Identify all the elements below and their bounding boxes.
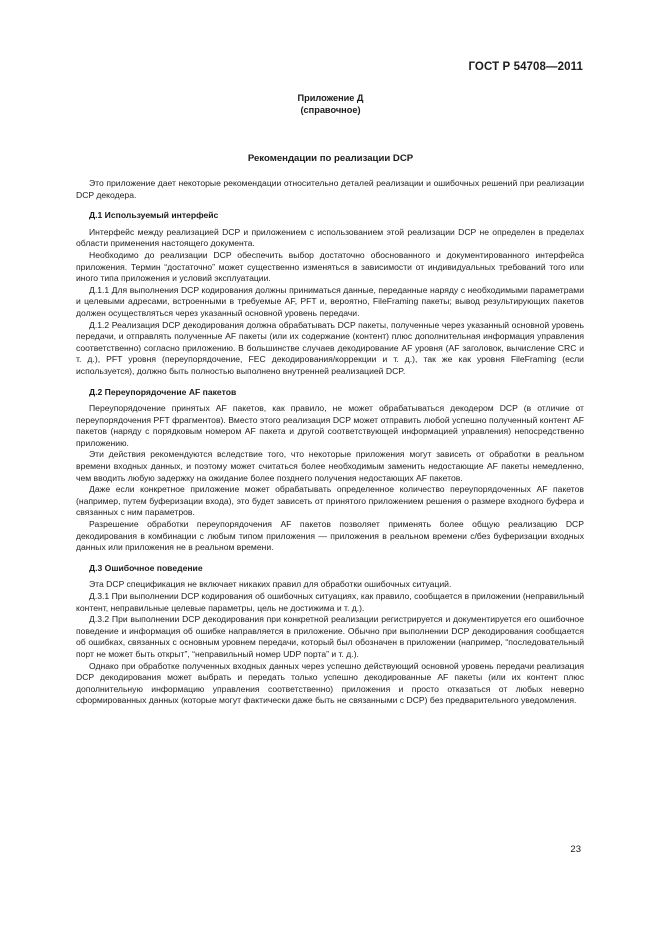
- paragraph: Интерфейс между реализацией DCP и приложением с использованием этой реализации DCP не определен в пределах области применения настоящего документа.: [76, 226, 584, 249]
- paragraph: Переупорядочение принятых AF пакетов, как правило, не может обрабатываться декодером DCP (в отличие от переупорядочения PFT фрагментов). Вместо этого реализация DCP может отправить любой успешно полученный контент AF пакетов (наряду с порядковым номером AF пакета и другой соответствующей информацией управления) непосредственно приложению.: [76, 403, 584, 448]
- paragraph: Необходимо до реализации DCP обеспечить выбор достаточно обоснованного и документированного интерфейса приложения. Термин “достаточно” может существенно изменяться в зависимости от индивидуальных требований того или иного типа приложения и условий эксплуатации.: [76, 249, 584, 284]
- paragraph: Д.3.2 При выполнении DCP декодирования при конкретной реализации регистрируется и документируется его ошибочное поведение и информация об ошибке направляется в приложение. Обычно при выполнении DCP декодирования сообщается об ошибках, связанных с основным уровнем передачи, который был обозначен в приложении (например, “последовательный порт не может быть открыт”, “неправильный номер UDP порта” и т. д.).: [76, 614, 584, 659]
- page-number: 23: [570, 844, 581, 855]
- appendix-title: Приложение Д: [297, 93, 364, 103]
- paragraph: Однако при обработке полученных входных данных через успешно действующий основной уровень передачи реализация DCP декодирования может выбрать и передать только успешно декодированные AF пакеты (или их контент плюс дополнительную информацию управления соответственно) приложения и просто отказаться от любых неверно сформированных данных (которые могут фактически даже быть не связанными с DCP) без предварительного уведомления.: [76, 660, 584, 706]
- paragraph: Д.3.1 При выполнении DCP кодирования об ошибочных ситуациях, как правило, сообщается в приложении (неправильный контент, неправильные целевые параметры, цель не достижима и т. д.).: [76, 591, 584, 613]
- document-body: [76, 178, 584, 707]
- intro-paragraph: Это приложение дает некоторые рекомендации относительно деталей реализации и ошибочных решений при реализации DCP декодера.: [76, 178, 584, 200]
- paragraph: Эта DCP спецификация не включает никаких правил для обработки ошибочных ситуаций.: [89, 579, 452, 590]
- paragraph: Эти действия рекомендуются вследствие того, что некоторые приложения могут зависеть от обработки в реальном времени входных данных, и поэтому может считаться более необходимым заменить недостающие AF пакеты немедленно, чем вводить любую задержку на ожидание более позднего получения недостающих AF пакетов.: [76, 449, 584, 483]
- appendix-heading: [0, 92, 661, 116]
- appendix-note: (справочное): [300, 105, 361, 115]
- paragraph: Разрешение обработки переупорядочения AF пакетов позволяет применять более общую реализацию DCP декодирования в комбинации с любым типом приложения — приложения в реальном времени с/без буферизации входных данных или приложения не в реальном времени.: [76, 519, 584, 553]
- document-title: Рекомендации по реализации DCP: [247, 153, 414, 164]
- standard-number: ГОСТ Р 54708—2011: [468, 61, 583, 73]
- section-heading-d2: Д.2 Переупорядочение AF пакетов: [89, 386, 237, 397]
- paragraph: Д.1.2 Реализация DCP декодирования должна обрабатывать DCP пакеты, полученные через указанный основной уровень передачи, и отправлять полученные AF пакеты (или их содержание (контент) плюс дополнительная информация управления соответственно) согласно приложению. В большинстве случаев декодирование AF уровня (AF заголовок, вычисление CRC и т. д.), PFT уровня (переупорядочение, FEC декодирования/коррекции и т. д.), так же как уровня FileFraming (если используется), должно быть полностью выполнено внутренней реализацией DCP.: [76, 319, 584, 376]
- paragraph: Даже если конкретное приложение может обрабатывать определенное количество переупорядоченных AF пакетов (например, путем буферизации входа), это будет зависеть от принятого приложением решения о размере входного буфера и связанных с ним параметров.: [76, 484, 584, 518]
- section-heading-d1: Д.1 Используемый интерфейс: [89, 210, 219, 221]
- section-heading-d3: Д.3 Ошибочное поведение: [89, 562, 203, 573]
- paragraph: Д.1.1 Для выполнения DCP кодирования должны приниматься данные, переданные наряду с необходимыми параметрами и целевыми адресами, встроенными в требуемые AF, PFT и, вероятно, FileFraming пакеты; вывод результирующих пакетов должен осуществляться через указанный основной уровень передачи.: [76, 284, 584, 318]
